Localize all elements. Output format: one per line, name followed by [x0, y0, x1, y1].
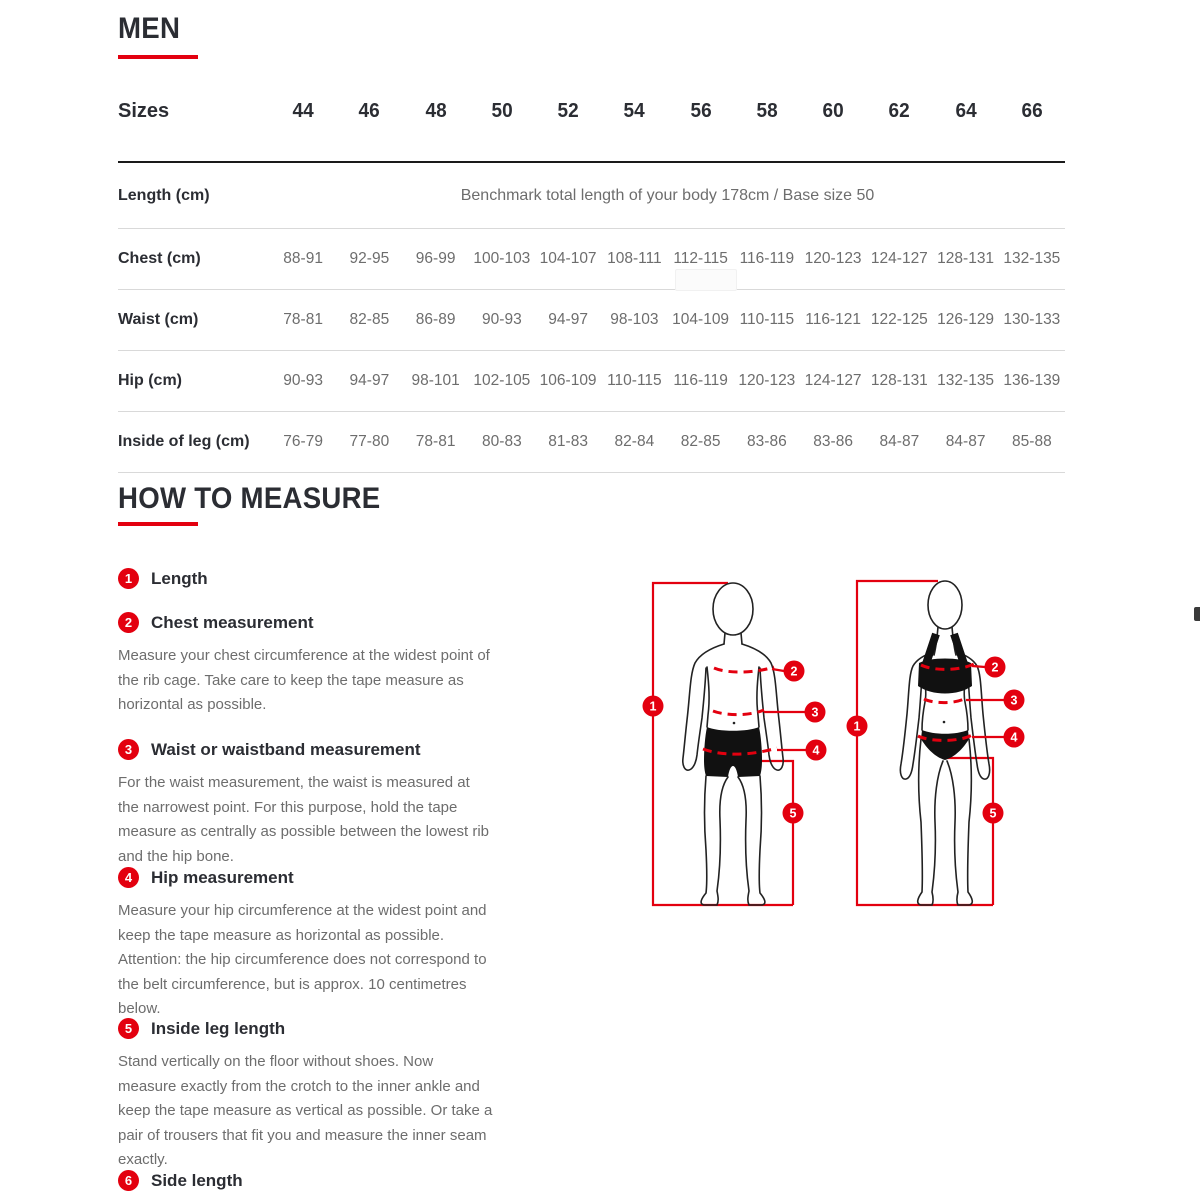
value-cell: 82-85 — [680, 433, 721, 450]
sizes-label: Sizes — [118, 100, 170, 122]
value-cell: 80-83 — [482, 433, 522, 450]
value-cell: 128-131 — [870, 372, 928, 389]
value-cell: 116-119 — [673, 372, 728, 389]
row-label: Hip (cm) — [118, 372, 182, 389]
svg-text:5: 5 — [789, 806, 797, 821]
step-number-icon: 2 — [118, 612, 139, 633]
measure-step-side-length — [118, 1170, 502, 1191]
table-row-hip — [118, 351, 1065, 412]
male-torso — [707, 667, 759, 727]
measure-step-inside-leg — [118, 1018, 502, 1173]
value-cell: 83-86 — [813, 433, 853, 450]
value-cell: 136-139 — [1003, 372, 1061, 389]
chest-pointer-line — [972, 666, 985, 667]
svg-text:5: 5 — [989, 806, 997, 821]
female-head — [928, 581, 962, 629]
svg-text:2: 2 — [790, 664, 798, 679]
value-cell: 132-135 — [937, 372, 995, 389]
size-column-header: 48 — [425, 100, 447, 122]
svg-text:4: 4 — [812, 743, 820, 758]
value-cell: 106-109 — [539, 372, 597, 389]
men-section-title: MEN — [118, 12, 181, 45]
value-cell: 82-85 — [349, 311, 390, 328]
male-navel — [733, 722, 736, 725]
badge-1-icon — [847, 716, 868, 737]
value-cell: 116-119 — [739, 250, 795, 267]
size-column-header: 44 — [292, 100, 314, 122]
badge-4-icon — [1004, 727, 1025, 748]
badge-2-icon — [784, 661, 805, 682]
value-cell: 82-84 — [614, 433, 655, 450]
badge-1-icon — [643, 696, 664, 717]
female-left-leg — [918, 739, 943, 905]
step-title: Waist or waistband measurement — [151, 739, 421, 759]
value-cell: 98-101 — [411, 372, 460, 389]
value-cell: 128-131 — [937, 250, 995, 267]
female-right-leg — [947, 739, 972, 905]
badge-4-icon — [806, 740, 827, 761]
waist-measure-line — [713, 710, 764, 715]
value-cell: 112-115 — [673, 250, 728, 267]
value-cell: 81-83 — [548, 433, 588, 450]
step-description: Stand vertically on the floor without shoes. Now measure exactly from the crotch to the inner ankle and keep the tape measure as vertical as possible. Or take a pair of trousers that fit you and measure the inner seam exactly. — [118, 1053, 493, 1168]
size-column-header: 52 — [557, 100, 579, 122]
value-cell: 130-133 — [1003, 311, 1061, 328]
svg-text:3: 3 — [1010, 693, 1018, 708]
size-column-header: 54 — [623, 100, 645, 122]
row-label: Inside of leg (cm) — [118, 433, 250, 450]
svg-text:1: 1 — [853, 719, 861, 734]
size-column-header: 46 — [358, 100, 380, 122]
step-description: Measure your chest circumference at the widest point of the rib cage. Take care to keep the tape measure as horizontal as possible. — [118, 647, 490, 713]
value-cell: 83-86 — [747, 433, 787, 450]
table-row-chest — [118, 229, 1065, 290]
male-right-leg — [738, 776, 765, 905]
value-cell: 90-93 — [283, 372, 323, 389]
measure-step-length — [118, 568, 502, 589]
value-cell: 84-87 — [945, 433, 986, 450]
value-cell: 104-107 — [539, 250, 597, 267]
row-label: Chest (cm) — [118, 250, 201, 267]
step-title: Side length — [151, 1170, 243, 1190]
value-cell: 108-111 — [607, 250, 662, 267]
step-title: Inside leg length — [151, 1018, 286, 1038]
value-cell: 102-105 — [473, 372, 531, 389]
value-cell: 85-88 — [1012, 433, 1052, 450]
value-cell: 78-81 — [415, 433, 456, 450]
step-number-icon: 1 — [118, 568, 139, 589]
table-row-waist — [118, 290, 1065, 351]
measure-step-waist — [118, 739, 502, 869]
step-title: Length — [151, 568, 208, 588]
value-cell: 124-127 — [804, 372, 862, 389]
step-description: For the waist measurement, the waist is measured at the narrowest point. For this purpose, hold the tape measure as centrally as possible between the lowest rib and the hip bone. — [118, 774, 490, 865]
svg-text:3: 3 — [811, 705, 819, 720]
svg-text:4: 4 — [1010, 730, 1018, 745]
female-figure-illustration — [847, 581, 1025, 905]
step-title: Hip measurement — [151, 867, 294, 887]
svg-text:2: 2 — [991, 660, 999, 675]
value-cell: 122-125 — [870, 311, 928, 328]
badge-3-icon — [805, 702, 826, 723]
row-label: Waist (cm) — [118, 311, 199, 328]
row-label: Length (cm) — [118, 186, 210, 204]
value-cell: 120-123 — [804, 250, 862, 267]
table-row-length — [118, 163, 1065, 229]
page-edge-widget-artifact — [1194, 607, 1200, 621]
value-cell: 86-89 — [415, 311, 456, 328]
value-cell: 92-95 — [349, 250, 390, 267]
value-cell: 100-103 — [473, 250, 531, 267]
chest-measure-line — [714, 667, 774, 672]
hover-tooltip-artifact — [675, 269, 737, 291]
badge-3-icon — [1004, 690, 1025, 711]
value-cell: 110-115 — [607, 372, 662, 389]
how-to-measure-underline — [118, 522, 198, 526]
female-brief — [921, 730, 969, 760]
value-cell: 76-79 — [283, 433, 323, 450]
size-header-row — [118, 85, 1065, 163]
value-cell: 120-123 — [738, 372, 796, 389]
badge-2-icon — [985, 657, 1006, 678]
value-cell: 96-99 — [415, 250, 456, 267]
size-column-header: 64 — [955, 100, 977, 122]
value-cell: 126-129 — [937, 311, 995, 328]
how-to-measure-title: HOW TO MEASURE — [118, 482, 381, 515]
body-measurement-diagram — [630, 560, 1040, 930]
male-figure-illustration — [643, 583, 827, 905]
female-navel — [943, 721, 946, 724]
size-column-header: 58 — [756, 100, 778, 122]
size-table — [118, 85, 1065, 473]
size-column-header: 60 — [822, 100, 844, 122]
value-cell: 78-81 — [283, 311, 323, 328]
value-cell: 94-97 — [349, 372, 390, 389]
measure-step-hip — [118, 867, 502, 1022]
length-benchmark-cell: Benchmark total length of your body 178cm / Base size 50 — [460, 186, 875, 204]
size-column-header: 50 — [491, 100, 513, 122]
badge-5-icon — [983, 803, 1004, 824]
size-column-header: 62 — [888, 100, 910, 122]
svg-text:1: 1 — [649, 699, 657, 714]
size-column-header: 66 — [1021, 100, 1043, 122]
male-head — [713, 583, 753, 635]
male-left-leg — [701, 776, 728, 905]
waist-measure-line — [924, 698, 966, 703]
value-cell: 77-80 — [349, 433, 390, 450]
step-title: Chest measurement — [151, 612, 314, 632]
value-cell: 104-109 — [672, 311, 730, 328]
value-cell: 116-121 — [805, 311, 861, 328]
measure-step-chest — [118, 612, 502, 718]
value-cell: 132-135 — [1003, 250, 1061, 267]
value-cell: 94-97 — [548, 311, 588, 328]
value-cell: 110-115 — [739, 311, 795, 328]
step-number-icon: 3 — [118, 739, 139, 760]
size-column-header: 56 — [690, 100, 712, 122]
table-row-inside-leg — [118, 412, 1065, 473]
value-cell: 98-103 — [610, 311, 659, 328]
men-title-underline — [118, 55, 198, 59]
step-number-icon: 5 — [118, 1018, 139, 1039]
value-cell: 124-127 — [870, 250, 928, 267]
step-description: Measure your hip circumference at the widest point and keep the tape measure as horizontal as possible. Attention: the hip circumference does not correspond to the belt circumference, but is approx. 10 centimetres below. — [118, 902, 487, 1017]
step-number-icon: 6 — [118, 1170, 139, 1191]
badge-5-icon — [783, 803, 804, 824]
value-cell: 88-91 — [283, 250, 323, 267]
step-number-icon: 4 — [118, 867, 139, 888]
value-cell: 90-93 — [482, 311, 522, 328]
value-cell: 84-87 — [879, 433, 920, 450]
